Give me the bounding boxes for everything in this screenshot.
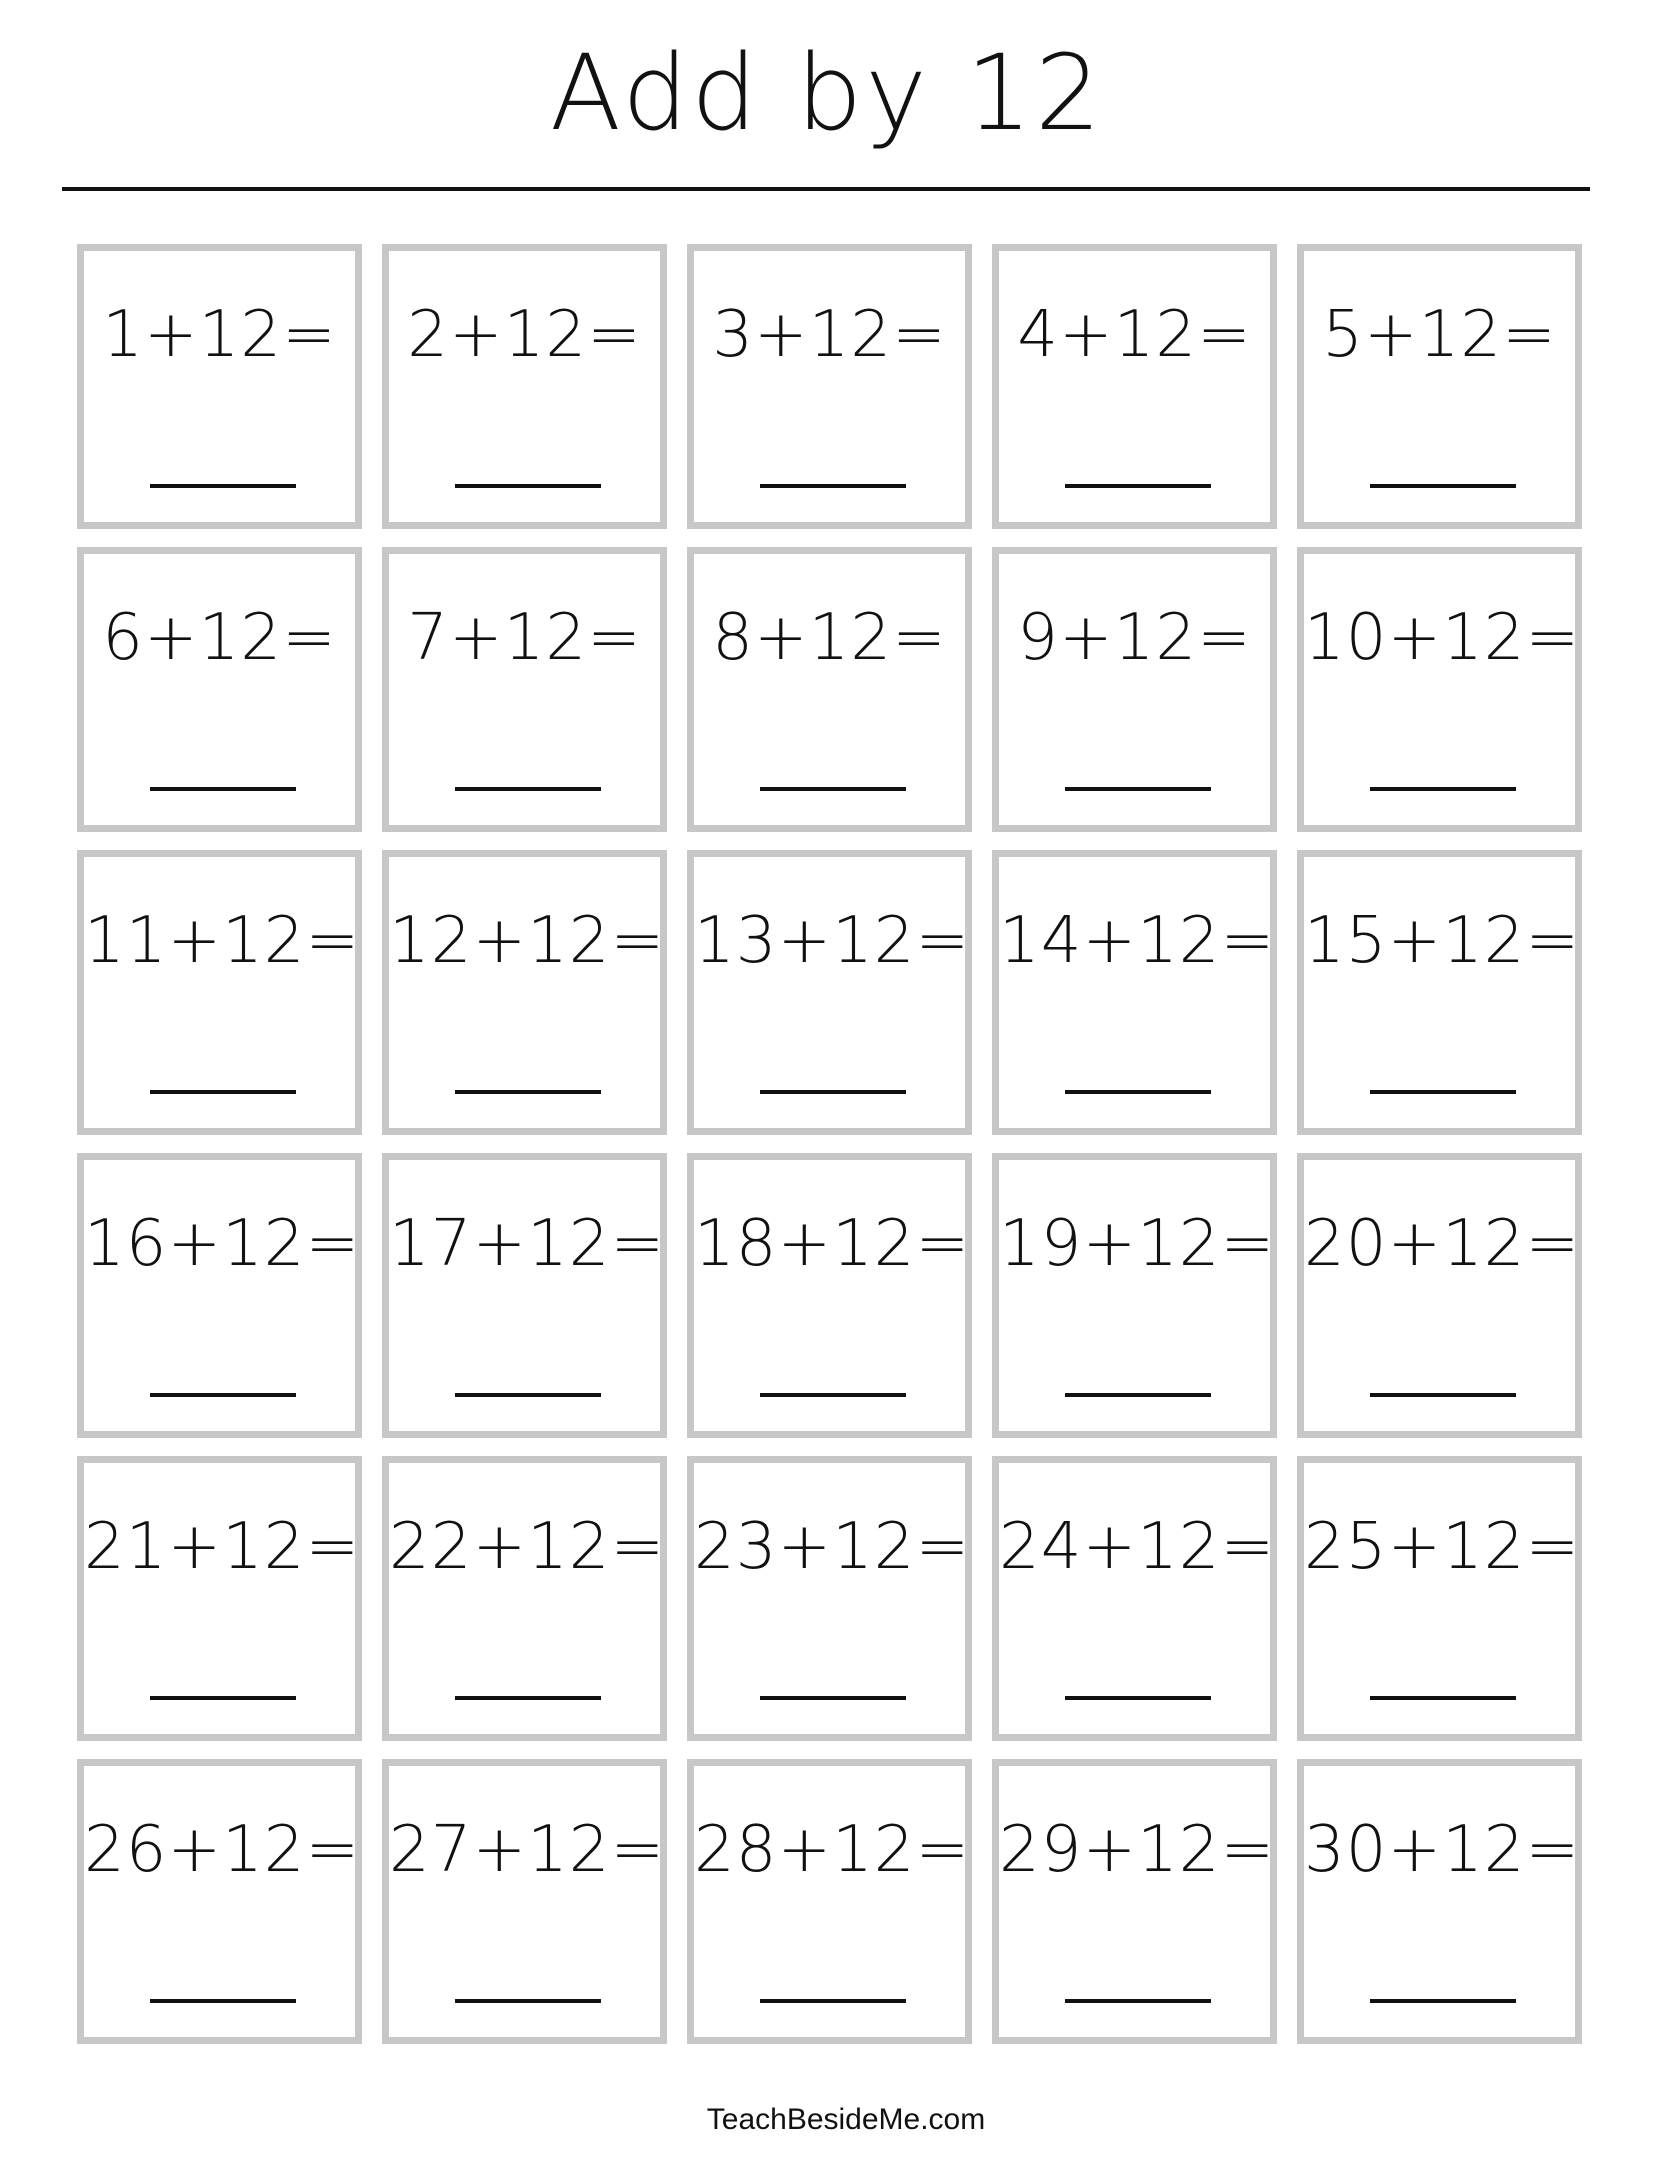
problem-text: 23+12= <box>694 1510 971 1584</box>
problem-text: 12+12= <box>389 904 666 978</box>
problem-card <box>1297 850 1582 1135</box>
problem-text: 17+12= <box>389 1207 666 1281</box>
problem-card <box>1297 244 1582 529</box>
problem-text: 13+12= <box>694 904 971 978</box>
problem-card <box>77 547 362 832</box>
problem-card <box>382 244 667 529</box>
title-divider <box>62 187 1590 191</box>
problem-text: 8+12= <box>712 601 947 675</box>
answer-blank <box>1065 1393 1211 1397</box>
problem-text: 29+12= <box>999 1813 1276 1887</box>
answer-blank <box>1065 787 1211 791</box>
problem-text: 6+12= <box>102 601 337 675</box>
answer-blank <box>150 1393 296 1397</box>
problem-text: 14+12= <box>999 904 1276 978</box>
problem-text: 3+12= <box>712 298 947 372</box>
answer-blank <box>1370 787 1516 791</box>
footer-site-name: TeachBesideMe.com <box>706 2103 986 2136</box>
problem-text: 26+12= <box>84 1813 361 1887</box>
problem-text: 9+12= <box>1017 601 1252 675</box>
worksheet-title: Add by 12 <box>549 32 1105 154</box>
answer-blank <box>1370 1999 1516 2003</box>
answer-blank <box>150 484 296 488</box>
problem-text: 30+12= <box>1304 1813 1581 1887</box>
problem-card <box>77 1456 362 1741</box>
problem-card <box>382 1456 667 1741</box>
problem-card <box>1297 1153 1582 1438</box>
answer-blank <box>150 787 296 791</box>
answer-blank <box>1370 484 1516 488</box>
problem-text: 27+12= <box>389 1813 666 1887</box>
problem-card <box>687 244 972 529</box>
answer-blank <box>455 1999 601 2003</box>
answer-blank <box>760 1999 906 2003</box>
problem-text: 16+12= <box>84 1207 361 1281</box>
problem-text: 5+12= <box>1322 298 1557 372</box>
problem-card <box>992 244 1277 529</box>
problem-card <box>687 547 972 832</box>
problem-card <box>382 1153 667 1438</box>
answer-blank <box>1065 1999 1211 2003</box>
problem-card <box>687 850 972 1135</box>
problem-card <box>992 547 1277 832</box>
problem-card <box>1297 1456 1582 1741</box>
answer-blank <box>760 1393 906 1397</box>
problem-text: 4+12= <box>1017 298 1252 372</box>
problem-text: 18+12= <box>694 1207 971 1281</box>
problem-card <box>382 1759 667 2044</box>
answer-blank <box>455 484 601 488</box>
problem-card <box>77 850 362 1135</box>
problem-card <box>687 1759 972 2044</box>
problem-text: 19+12= <box>999 1207 1276 1281</box>
problem-card <box>992 850 1277 1135</box>
answer-blank <box>150 1090 296 1094</box>
answer-blank <box>150 1999 296 2003</box>
problem-card <box>687 1456 972 1741</box>
problem-card <box>382 547 667 832</box>
answer-blank <box>455 1393 601 1397</box>
answer-blank <box>1065 1696 1211 1700</box>
answer-blank <box>1370 1090 1516 1094</box>
answer-blank <box>1065 484 1211 488</box>
answer-blank <box>760 484 906 488</box>
problem-card <box>992 1759 1277 2044</box>
answer-blank <box>760 1696 906 1700</box>
answer-blank <box>150 1696 296 1700</box>
problem-text: 2+12= <box>407 298 642 372</box>
problem-grid <box>77 244 1582 2044</box>
problem-text: 21+12= <box>84 1510 361 1584</box>
answer-blank <box>455 1090 601 1094</box>
problem-card <box>77 244 362 529</box>
answer-blank <box>1370 1393 1516 1397</box>
problem-card <box>1297 547 1582 832</box>
answer-blank <box>760 787 906 791</box>
problem-card <box>382 850 667 1135</box>
problem-text: 22+12= <box>389 1510 666 1584</box>
problem-card <box>992 1153 1277 1438</box>
problem-card <box>77 1759 362 2044</box>
problem-text: 28+12= <box>694 1813 971 1887</box>
problem-text: 20+12= <box>1304 1207 1581 1281</box>
problem-card <box>992 1456 1277 1741</box>
problem-card <box>1297 1759 1582 2044</box>
problem-card <box>687 1153 972 1438</box>
answer-blank <box>455 787 601 791</box>
answer-blank <box>1065 1090 1211 1094</box>
problem-text: 11+12= <box>84 904 361 978</box>
answer-blank <box>760 1090 906 1094</box>
problem-text: 10+12= <box>1304 601 1581 675</box>
problem-card <box>77 1153 362 1438</box>
answer-blank <box>455 1696 601 1700</box>
problem-text: 25+12= <box>1304 1510 1581 1584</box>
problem-text: 15+12= <box>1304 904 1581 978</box>
problem-text: 24+12= <box>999 1510 1276 1584</box>
answer-blank <box>1370 1696 1516 1700</box>
problem-text: 7+12= <box>407 601 642 675</box>
problem-text: 1+12= <box>102 298 337 372</box>
